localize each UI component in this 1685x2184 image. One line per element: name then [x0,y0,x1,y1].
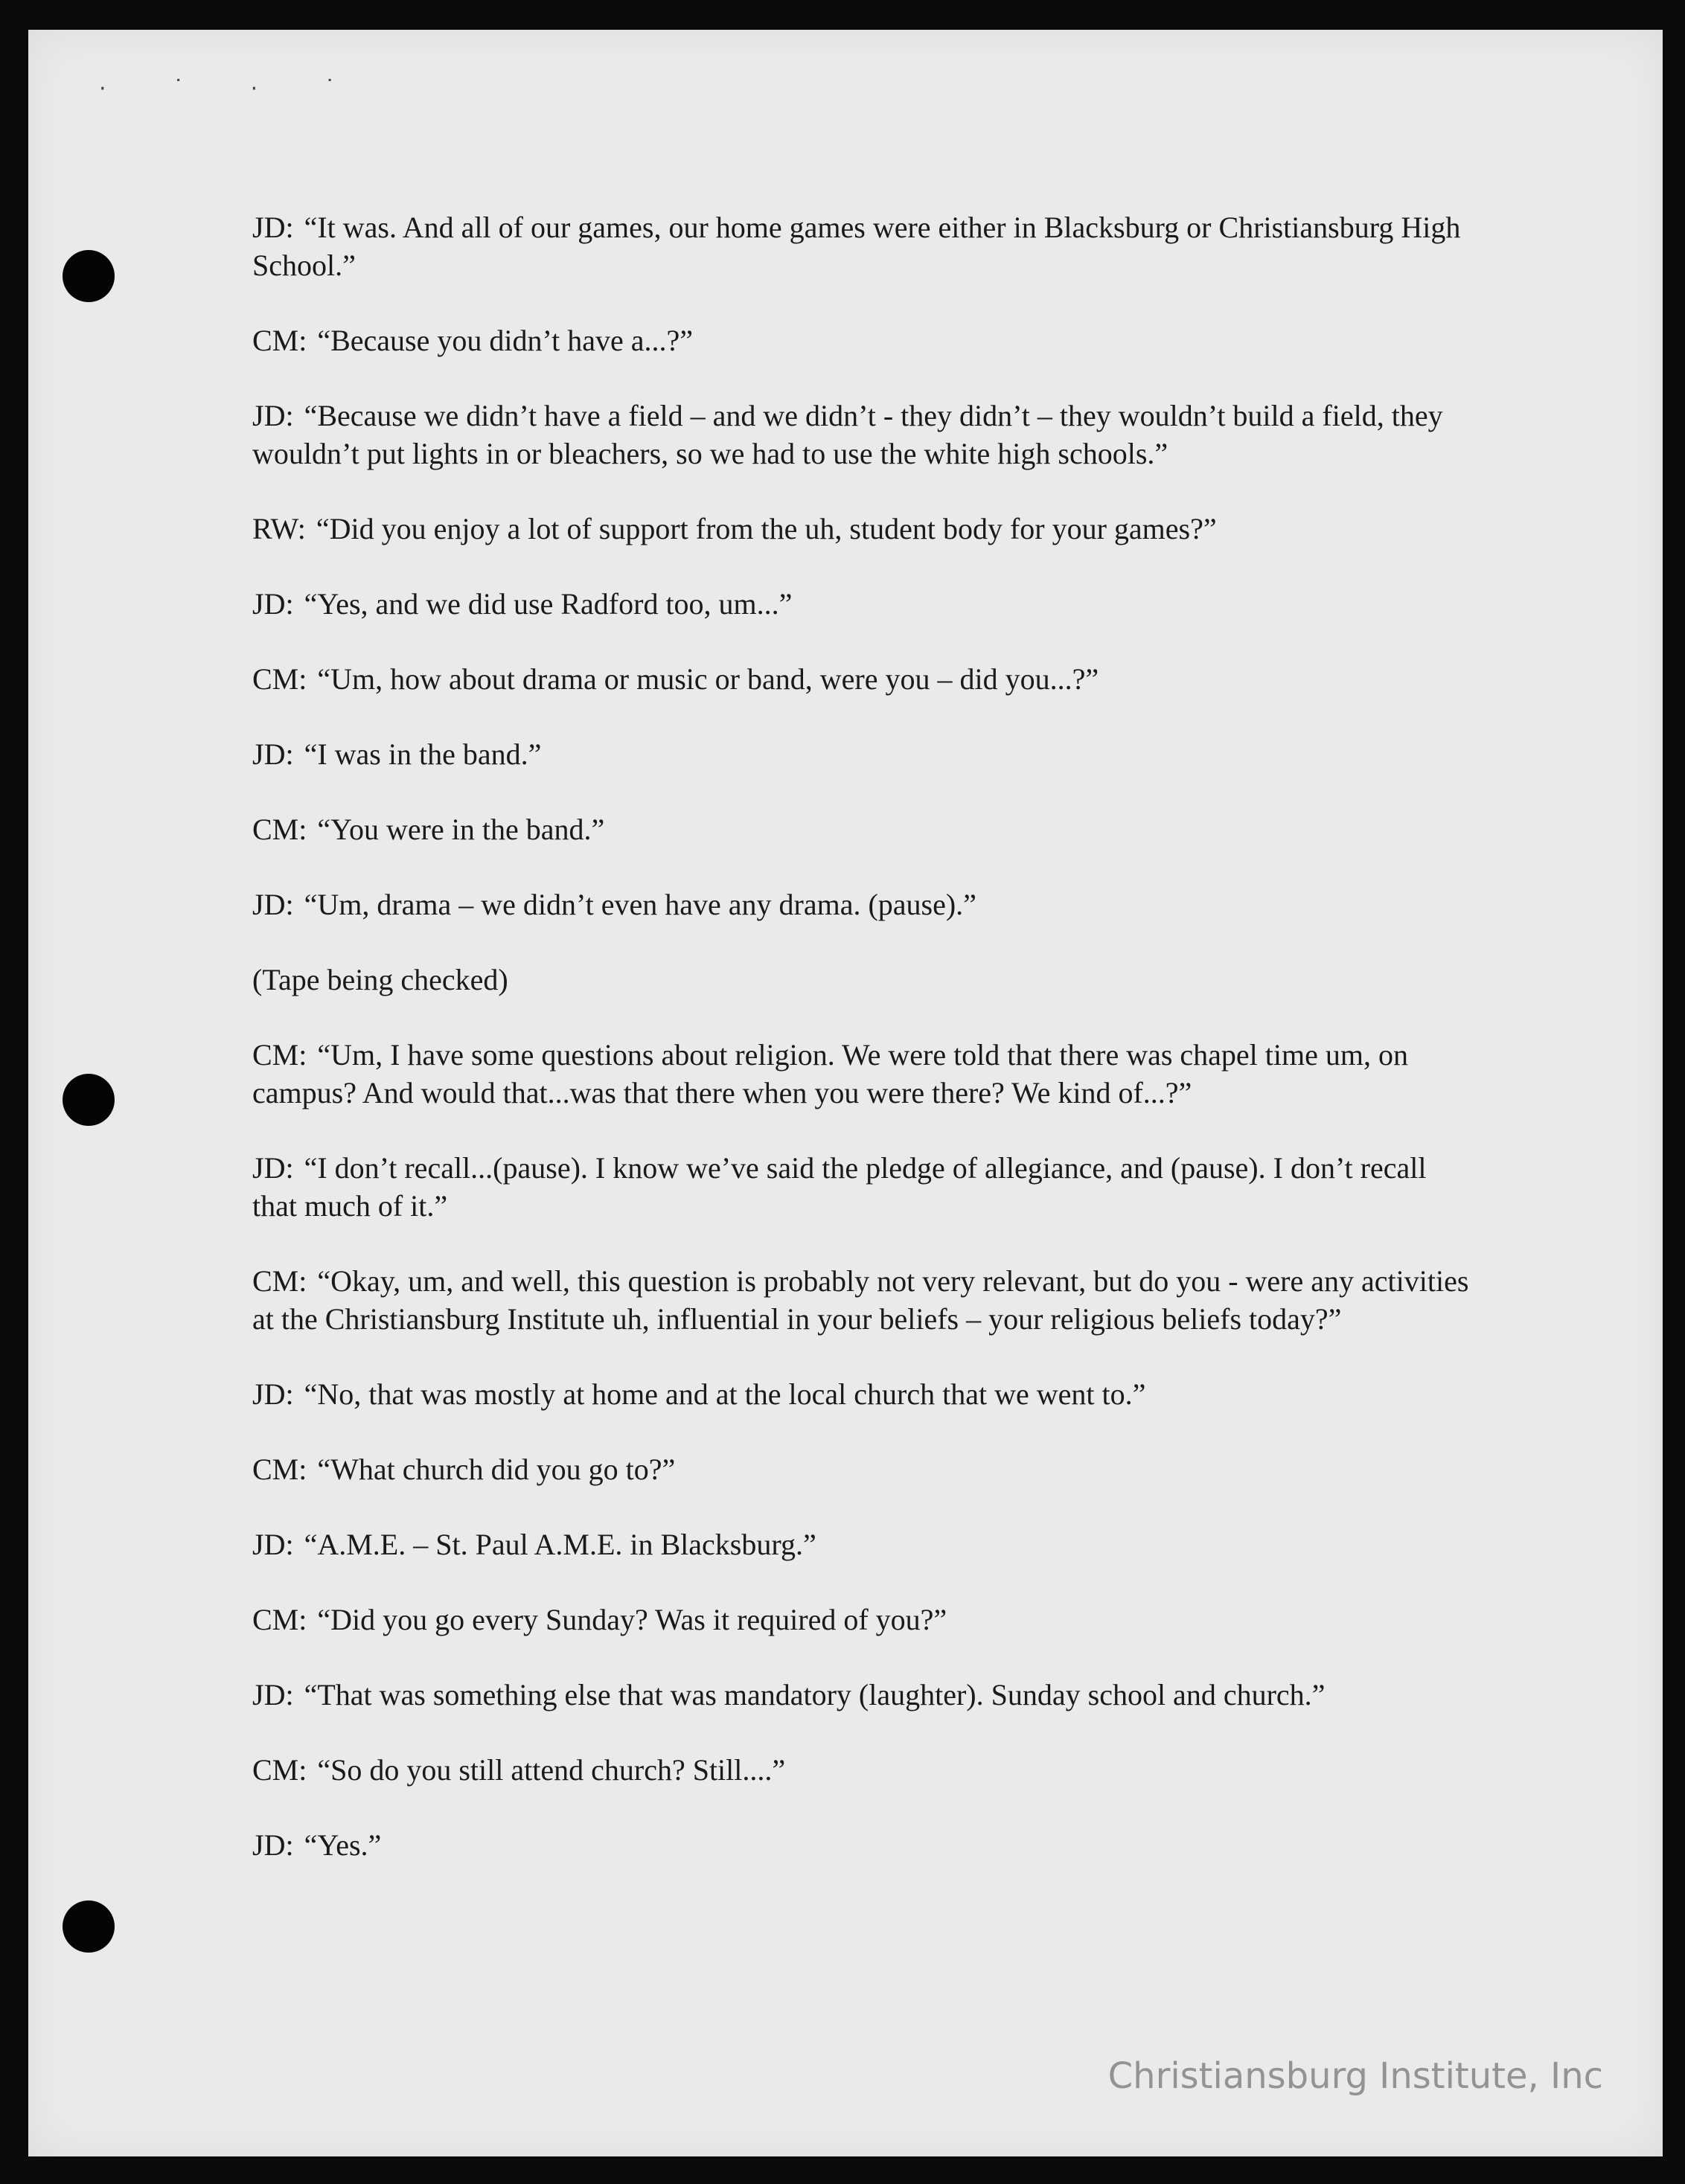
speaker-label: JD: [252,1377,294,1411]
speaker-label: CM: [252,1603,307,1636]
transcript-body [252,208,1473,1901]
transcript-line [252,585,1473,623]
transcript-line [252,510,1473,548]
line-text: “I was in the band.” [304,737,542,771]
line-text: “Because we didn’t have a field – and we didn’t - they didn’t – they wouldn’t build a field, they wouldn’t put lights in or bleachers, so we had to use the white high schools.” [252,399,1443,470]
transcript-line [252,735,1473,773]
speaker-label: CM: [252,1038,307,1072]
speaker-label: JD: [252,1528,294,1561]
transcript-line [252,1450,1473,1488]
line-text: “That was something else that was mandatory (laughter). Sunday school and church.” [304,1678,1326,1711]
line-text: “What church did you go to?” [317,1453,676,1486]
transcript-line [252,1601,1473,1639]
transcript-line [252,397,1473,473]
speaker-label: CM: [252,1264,307,1298]
speaker-label: JD: [252,587,294,621]
transcript-line [252,1262,1473,1338]
punch-hole-middle [63,1074,115,1126]
speaker-label: JD: [252,1678,294,1711]
transcript-line [252,1525,1473,1563]
transcript-line [252,321,1473,359]
transcript-line [252,660,1473,698]
transcript-line [252,1149,1473,1225]
stage-direction [252,961,1473,999]
transcript-line [252,1826,1473,1864]
transcript-line [252,1676,1473,1714]
speaker-label: JD: [252,737,294,771]
transcript-line [252,1375,1473,1413]
line-text: “Yes, and we did use Radford too, um...” [304,587,793,621]
line-text: “Did you enjoy a lot of support from the uh, student body for your games?” [316,512,1217,545]
watermark: Christiansburg Institute, Inc [1107,2055,1603,2097]
transcript-line [252,886,1473,923]
transcript-line [252,1751,1473,1789]
speaker-label: CM: [252,324,307,357]
line-text: “Um, how about drama or music or band, were you – did you...?” [317,662,1099,696]
line-text: (Tape being checked) [252,963,508,996]
line-text: “I don’t recall...(pause). I know we’ve said the pledge of allegiance, and (pause). I don’t recall that much of it.” [252,1151,1427,1223]
line-text: “Okay, um, and well, this question is probably not very relevant, but do you - were any activities at the Christiansburg Institute uh, influential in your beliefs – your religious beliefs today?” [252,1264,1469,1336]
speaker-label: CM: [252,813,307,846]
speaker-label: CM: [252,1753,307,1787]
line-text: “Because you didn’t have a...?” [317,324,693,357]
line-text: “You were in the band.” [317,813,605,846]
punch-hole-bottom [63,1900,115,1953]
transcript-line [252,208,1473,284]
speaker-label: JD: [252,1151,294,1185]
document-page [28,30,1663,2156]
speaker-label: JD: [252,399,294,432]
line-text: “Did you go every Sunday? Was it required of you?” [317,1603,947,1636]
speaker-label: CM: [252,1453,307,1486]
speaker-label: JD: [252,888,294,921]
speaker-label: JD: [252,211,294,244]
transcript-line [252,1036,1473,1112]
paper-specks: · ˙ · ˙ [99,76,365,102]
line-text: “Yes.” [304,1828,382,1862]
speaker-label: JD: [252,1828,294,1862]
line-text: “So do you still attend church? Still....” [317,1753,786,1787]
line-text: “Um, drama – we didn’t even have any drama. (pause).” [304,888,976,921]
speaker-label: RW: [252,512,306,545]
line-text: “No, that was mostly at home and at the local church that we went to.” [304,1377,1146,1411]
line-text: “It was. And all of our games, our home games were either in Blacksburg or Christiansburg High School.” [252,211,1461,282]
punch-hole-top [63,250,115,302]
transcript-line [252,810,1473,848]
line-text: “Um, I have some questions about religion. We were told that there was chapel time um, on campus? And would that...was that there when you were there? We kind of...?” [252,1038,1409,1109]
speaker-label: CM: [252,662,307,696]
line-text: “A.M.E. – St. Paul A.M.E. in Blacksburg.” [304,1528,816,1561]
